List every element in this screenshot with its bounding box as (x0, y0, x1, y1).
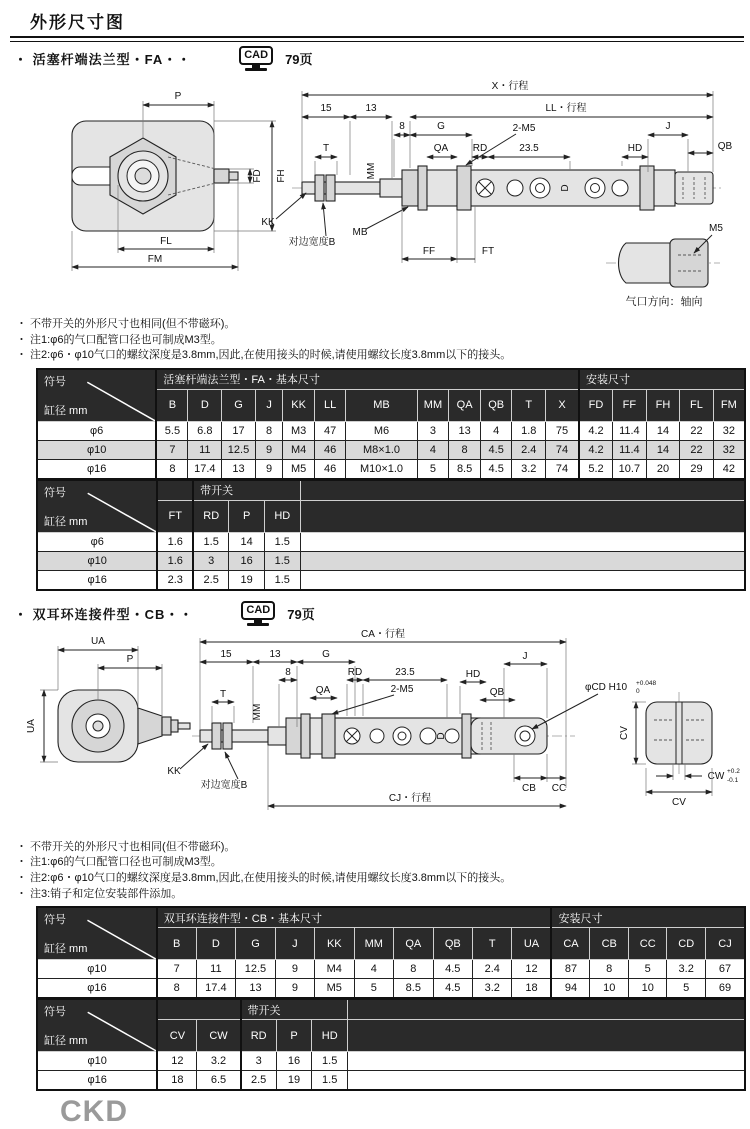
col-header-empty (300, 500, 745, 532)
dim-mm: MM (252, 703, 263, 721)
table-corner (37, 907, 157, 960)
label-m5: M5 (709, 223, 723, 234)
dim-qa: QA (315, 684, 331, 696)
cad-icon-label: CAD (241, 601, 275, 620)
port-direction-caption: 气口方向：轴向 (625, 296, 703, 308)
dim-value: 17.4 (196, 979, 236, 999)
col-header: G (236, 928, 276, 960)
dim-ff: FF (422, 246, 436, 257)
dim-value: 4.2 (579, 421, 613, 440)
group-header-basic: 双耳环连接件型・CB・基本尺寸 (157, 907, 552, 928)
dim-value: 8 (156, 459, 188, 479)
cad-icon-base (245, 68, 267, 71)
dim-value: 3 (193, 551, 229, 570)
dim-value: M4 (315, 960, 354, 979)
table-row (37, 440, 745, 459)
dim-cw-tol-bot: -0.1 (727, 776, 739, 784)
corner-bore-label: 缸径 mm (44, 1035, 88, 1048)
dim-j: J (665, 121, 671, 132)
col-header: FT (157, 500, 193, 532)
row-bore-label: φ10 (37, 960, 157, 979)
col-header: FM (713, 389, 745, 421)
label-2-m5: 2-M5 (512, 123, 536, 134)
dim-x-stroke: X・行程 (491, 81, 529, 92)
corner-bore-label: 缸径 mm (44, 515, 88, 528)
dim-cv-bottom: CV (672, 796, 686, 808)
table-row (37, 960, 745, 979)
col-header: P (229, 500, 265, 532)
note-line: ・ 不带开关的外形尺寸也相同(但不带磁环)。 (16, 840, 236, 853)
dim-value: 32 (713, 440, 745, 459)
dim-value: 22 (680, 440, 713, 459)
dim-value: 42 (713, 459, 745, 479)
group-header-basic: 活塞杆端法兰型・FA・基本尺寸 (156, 369, 579, 390)
col-header: CA (551, 928, 590, 960)
col-header: CB (590, 928, 628, 960)
fa-switch-table (36, 479, 746, 591)
dim-value: 46 (314, 440, 346, 459)
group-header-empty (348, 999, 745, 1020)
dim-qb: QB (489, 686, 505, 698)
table-row (37, 979, 745, 999)
dim-value: 94 (551, 979, 590, 999)
dim-value: 8 (255, 421, 282, 440)
dim-value: 1.5 (264, 551, 300, 570)
col-header: MM (417, 389, 449, 421)
dim-value: 3.2 (512, 459, 546, 479)
dim-15: 15 (220, 648, 232, 660)
table-row (37, 570, 745, 590)
group-header-switch: 带开关 (241, 999, 348, 1020)
note-line: ・ 注3:销子和定位安装部件添加。 (16, 887, 183, 900)
table-corner (37, 480, 157, 533)
col-header-empty (348, 1020, 745, 1052)
dim-value: M6 (346, 421, 417, 440)
dim-value: 1.6 (157, 551, 193, 570)
dim-value: 1.5 (312, 1071, 348, 1091)
group-header-mount: 安装尺寸 (551, 907, 745, 928)
dim-value: 19 (229, 570, 265, 590)
col-header: RD (241, 1020, 277, 1052)
row-bore-label: φ16 (37, 459, 156, 479)
section2-page-ref: 79页 (287, 606, 315, 622)
col-header: UA (512, 928, 551, 960)
dim-value: 12.5 (236, 960, 276, 979)
corner-symbol-label: 符号 (44, 375, 66, 388)
cb-dimension-table (36, 906, 746, 999)
dim-value: 8.5 (449, 459, 481, 479)
dim-value: 74 (546, 459, 579, 479)
fa-tables (36, 368, 746, 591)
dim-value: 11 (196, 960, 236, 979)
dim-value: 75 (546, 421, 579, 440)
dim-value: 3.2 (197, 1052, 241, 1071)
label-cd-hole: φCD H10 (584, 681, 628, 693)
dim-value: 5 (667, 979, 706, 999)
section1-page-ref: 79页 (285, 52, 313, 67)
dim-value: 13 (449, 421, 481, 440)
dim-j: J (522, 650, 528, 662)
label-kk: KK (261, 217, 275, 228)
dim-value: 3.2 (473, 979, 512, 999)
dim-value: 16 (229, 551, 265, 570)
dim-fl: FL (160, 236, 172, 247)
dim-value: 46 (314, 459, 346, 479)
dim-value: 12.5 (222, 440, 256, 459)
dim-value: 18 (157, 1071, 197, 1091)
filler-cell (348, 1071, 745, 1091)
dim-15: 15 (320, 103, 332, 114)
dim-value: M8×1.0 (346, 440, 417, 459)
section1-title: ・ 活塞杆端法兰型・FA・・ (14, 52, 192, 67)
dim-value: 5.2 (579, 459, 613, 479)
label-cd-tol-bot: 0 (636, 687, 640, 695)
dim-value: 9 (275, 960, 314, 979)
col-header: QB (433, 928, 472, 960)
col-header: FD (579, 389, 613, 421)
dim-value: 1.5 (312, 1052, 348, 1071)
filler-cell (300, 551, 745, 570)
col-header: CD (667, 928, 706, 960)
dim-value: 17 (222, 421, 256, 440)
section2-header (14, 601, 746, 626)
dim-value: M5 (315, 979, 354, 999)
row-bore-label: φ10 (37, 551, 157, 570)
dim-value: 2.3 (157, 570, 193, 590)
section2-title: ・ 双耳环连接件型・CB・・ (14, 606, 194, 622)
dim-value: 29 (680, 459, 713, 479)
corner-symbol-label: 符号 (44, 914, 66, 927)
clevis-end-view (619, 692, 740, 808)
dim-value: 4 (354, 960, 394, 979)
dim-value: 8 (449, 440, 481, 459)
dim-cw-tol-top: +0.2 (727, 767, 740, 775)
corner-symbol-label: 符号 (44, 1006, 66, 1019)
dim-13: 13 (365, 103, 377, 114)
col-header: CJ (705, 928, 745, 960)
corner-bore-label: 缸径 mm (44, 943, 88, 956)
ckd-logo: CKD (60, 1095, 128, 1129)
table-row (37, 551, 745, 570)
dim-t: T (219, 688, 227, 700)
col-header: CC (628, 928, 667, 960)
table-row (37, 1071, 745, 1091)
table-corner (37, 999, 157, 1052)
col-header: FF (613, 389, 647, 421)
dim-hd: HD (465, 668, 481, 680)
dim-p: P (174, 91, 182, 102)
dim-value: 8 (157, 979, 196, 999)
col-header: D (196, 928, 236, 960)
cylinder-side-view (261, 79, 732, 263)
dim-value: 2.4 (473, 960, 512, 979)
dim-g: G (437, 121, 445, 132)
dim-13: 13 (269, 648, 281, 660)
col-header: T (512, 389, 546, 421)
col-header: HD (264, 500, 300, 532)
dim-cb: CB (522, 782, 536, 794)
dim-value: 14 (229, 532, 265, 551)
dim-t: T (322, 143, 330, 154)
dim-value: 9 (255, 440, 282, 459)
dim-value: 4.2 (579, 440, 613, 459)
dim-value: 12 (512, 960, 551, 979)
fa-dimension-table (36, 368, 746, 480)
dim-value: 2.5 (193, 570, 229, 590)
dim-value: 18 (512, 979, 551, 999)
group-header-empty (157, 999, 240, 1020)
row-bore-label: φ16 (37, 570, 157, 590)
col-header: J (255, 389, 282, 421)
dim-value: 19 (276, 1071, 312, 1091)
dim-value: 87 (551, 960, 590, 979)
dim-value: 74 (546, 440, 579, 459)
dim-fh: FH (276, 169, 287, 183)
col-header: FL (680, 389, 713, 421)
dim-cc: CC (551, 782, 567, 794)
dim-value: 69 (705, 979, 745, 999)
dim-fd: FD (252, 169, 263, 183)
col-header: G (222, 389, 256, 421)
dim-ll-stroke: LL・行程 (545, 103, 587, 114)
dim-value: 10 (628, 979, 667, 999)
dim-rd: RD (347, 666, 363, 678)
dim-value: 16 (276, 1052, 312, 1071)
dim-value: 8 (590, 960, 628, 979)
table-corner (37, 369, 156, 422)
col-header: QA (394, 928, 433, 960)
dim-8: 8 (285, 666, 291, 678)
dim-value: 7 (156, 440, 188, 459)
table-row (37, 421, 745, 440)
cad-icon (241, 601, 275, 626)
dim-value: 1.5 (264, 532, 300, 551)
dim-cw: CW (707, 770, 725, 782)
dim-qb: QB (717, 141, 733, 152)
section1-notes (16, 317, 746, 364)
section1-header (14, 46, 746, 71)
dim-value: 1.5 (193, 532, 229, 551)
dim-fm: FM (147, 254, 163, 265)
dim-value: 67 (705, 960, 745, 979)
col-header: B (156, 389, 188, 421)
dim-value: 4 (480, 421, 512, 440)
dim-hd: HD (627, 143, 643, 154)
group-header-switch: 带开关 (193, 480, 300, 501)
table-row (37, 459, 745, 479)
dim-value: 14 (646, 440, 680, 459)
label-2-m5: 2-M5 (390, 683, 414, 695)
dim-value: 3.2 (667, 960, 706, 979)
label-mb: MB (352, 227, 368, 238)
col-header: X (546, 389, 579, 421)
dim-value: 4.5 (433, 960, 472, 979)
dim-value: 5 (354, 979, 394, 999)
col-header: HD (312, 1020, 348, 1052)
group-header-mount: 安装尺寸 (579, 369, 745, 390)
dim-cv-side: CV (619, 725, 630, 740)
col-header: MB (346, 389, 417, 421)
dim-mm: MM (366, 162, 377, 180)
dim-cj-stroke: CJ・行程 (388, 792, 432, 804)
filler-cell (348, 1052, 745, 1071)
page-title: 外形尺寸图 (30, 13, 125, 32)
col-header: LL (314, 389, 346, 421)
dim-ua-top: UA (91, 635, 105, 647)
dim-value: 13 (236, 979, 276, 999)
dim-value: 8.5 (394, 979, 433, 999)
row-bore-label: φ16 (37, 979, 157, 999)
dim-p: P (126, 653, 134, 665)
dim-value: 5.5 (156, 421, 188, 440)
note-line: ・ 注2:φ6・φ10气口的螺纹深度是3.8mm,因此,在使用接头的时候,请使用螺纹长度3.8mm以下的接头。 (16, 872, 512, 885)
dim-value: M4 (283, 440, 315, 459)
dim-value: 1.6 (157, 532, 193, 551)
dim-value: 32 (713, 421, 745, 440)
note-line: ・ 不带开关的外形尺寸也相同(但不带磁环)。 (16, 318, 236, 330)
dim-value: 3 (417, 421, 449, 440)
dim-value: 17.4 (188, 459, 222, 479)
dim-value: 9 (275, 979, 314, 999)
dim-ua-side: UA (26, 718, 37, 733)
dim-value: 1.8 (512, 421, 546, 440)
col-header: T (473, 928, 512, 960)
dim-ca-stroke: CA・行程 (361, 628, 405, 640)
dim-value: 13 (222, 459, 256, 479)
cb-tables (36, 906, 746, 1091)
row-bore-label: φ10 (37, 1052, 157, 1071)
cb-dimension-drawing (10, 628, 750, 836)
section2-notes (16, 840, 746, 902)
clevis-cylinder-side-view (167, 628, 656, 810)
filler-cell (300, 570, 745, 590)
label-width-b: 对边宽度B (200, 779, 248, 791)
dim-value: 10 (590, 979, 628, 999)
col-header: CV (157, 1020, 197, 1052)
col-header: QA (449, 389, 481, 421)
fa-dimension-drawing (10, 73, 750, 313)
dim-value: 1.5 (264, 570, 300, 590)
dim-value: 4.5 (433, 979, 472, 999)
dim-value: 2.4 (512, 440, 546, 459)
clevis-front-view (26, 636, 190, 762)
group-header-empty (157, 480, 193, 501)
col-header: RD (193, 500, 229, 532)
dim-value: 11.4 (613, 421, 647, 440)
dim-value: 14 (646, 421, 680, 440)
note-line: ・ 注1:φ6的气口配管口径也可制成M3型。 (16, 333, 222, 346)
dim-ft: FT (481, 246, 495, 257)
dim-8: 8 (399, 121, 405, 132)
dim-value: 4 (417, 440, 449, 459)
dim-d: D (436, 732, 447, 740)
dim-value: M10×1.0 (346, 459, 417, 479)
dim-value: 5 (628, 960, 667, 979)
dim-value: 11.4 (613, 440, 647, 459)
group-header-empty (300, 480, 745, 501)
axial-port-detail (606, 223, 723, 308)
col-header: MM (354, 928, 394, 960)
table-row (37, 532, 745, 551)
dim-value: 2.5 (241, 1071, 277, 1091)
cad-icon-base (247, 623, 269, 626)
dim-value: 47 (314, 421, 346, 440)
row-bore-label: φ16 (37, 1071, 157, 1091)
dim-value: 6.5 (197, 1071, 241, 1091)
table-row (37, 1052, 745, 1071)
dim-value: M3 (283, 421, 315, 440)
label-cd-tol-top: +0.048 (636, 679, 657, 687)
dim-d: D (560, 184, 571, 192)
note-line: ・ 注2:φ6・φ10气口的螺纹深度是3.8mm,因此,在使用接头的时候,请使用螺纹长度3.8mm以下的接头。 (16, 349, 512, 362)
flange-front-view (72, 91, 287, 271)
corner-bore-label: 缸径 mm (44, 404, 88, 417)
dim-rd: RD (472, 143, 488, 154)
label-kk: KK (167, 765, 181, 777)
filler-cell (300, 532, 745, 551)
cad-icon-label: CAD (239, 46, 273, 65)
col-header: KK (283, 389, 315, 421)
dim-value: 10.7 (613, 459, 647, 479)
col-header: QB (480, 389, 512, 421)
col-header: P (276, 1020, 312, 1052)
dim-value: 12 (157, 1052, 197, 1071)
dim-value: 7 (157, 960, 196, 979)
corner-symbol-label: 符号 (44, 486, 66, 499)
col-header: B (157, 928, 196, 960)
dim-value: 4.5 (480, 459, 512, 479)
dim-value: 20 (646, 459, 680, 479)
dim-value: 9 (255, 459, 282, 479)
cb-switch-table (36, 998, 746, 1091)
dim-value: 8 (394, 960, 433, 979)
dim-23-5: 23.5 (395, 666, 415, 678)
col-header: KK (315, 928, 354, 960)
dim-value: M5 (283, 459, 315, 479)
dim-value: 4.5 (480, 440, 512, 459)
dim-value: 22 (680, 421, 713, 440)
row-bore-label: φ10 (37, 440, 156, 459)
dim-g: G (322, 648, 330, 660)
dim-23-5: 23.5 (519, 143, 539, 154)
label-width-b: 对边宽度B (288, 237, 336, 248)
dim-value: 6.8 (188, 421, 222, 440)
dim-qa: QA (433, 143, 449, 154)
dim-value: 3 (241, 1052, 277, 1071)
note-line: ・ 注1:φ6的气口配管口径也可制成M3型。 (16, 856, 222, 869)
dim-value: 5 (417, 459, 449, 479)
row-bore-label: φ6 (37, 532, 157, 551)
col-header: J (275, 928, 314, 960)
cad-icon (239, 46, 273, 71)
col-header: FH (646, 389, 680, 421)
title-rule (10, 36, 744, 42)
col-header: CW (197, 1020, 241, 1052)
col-header: D (188, 389, 222, 421)
dim-value: 11 (188, 440, 222, 459)
row-bore-label: φ6 (37, 421, 156, 440)
